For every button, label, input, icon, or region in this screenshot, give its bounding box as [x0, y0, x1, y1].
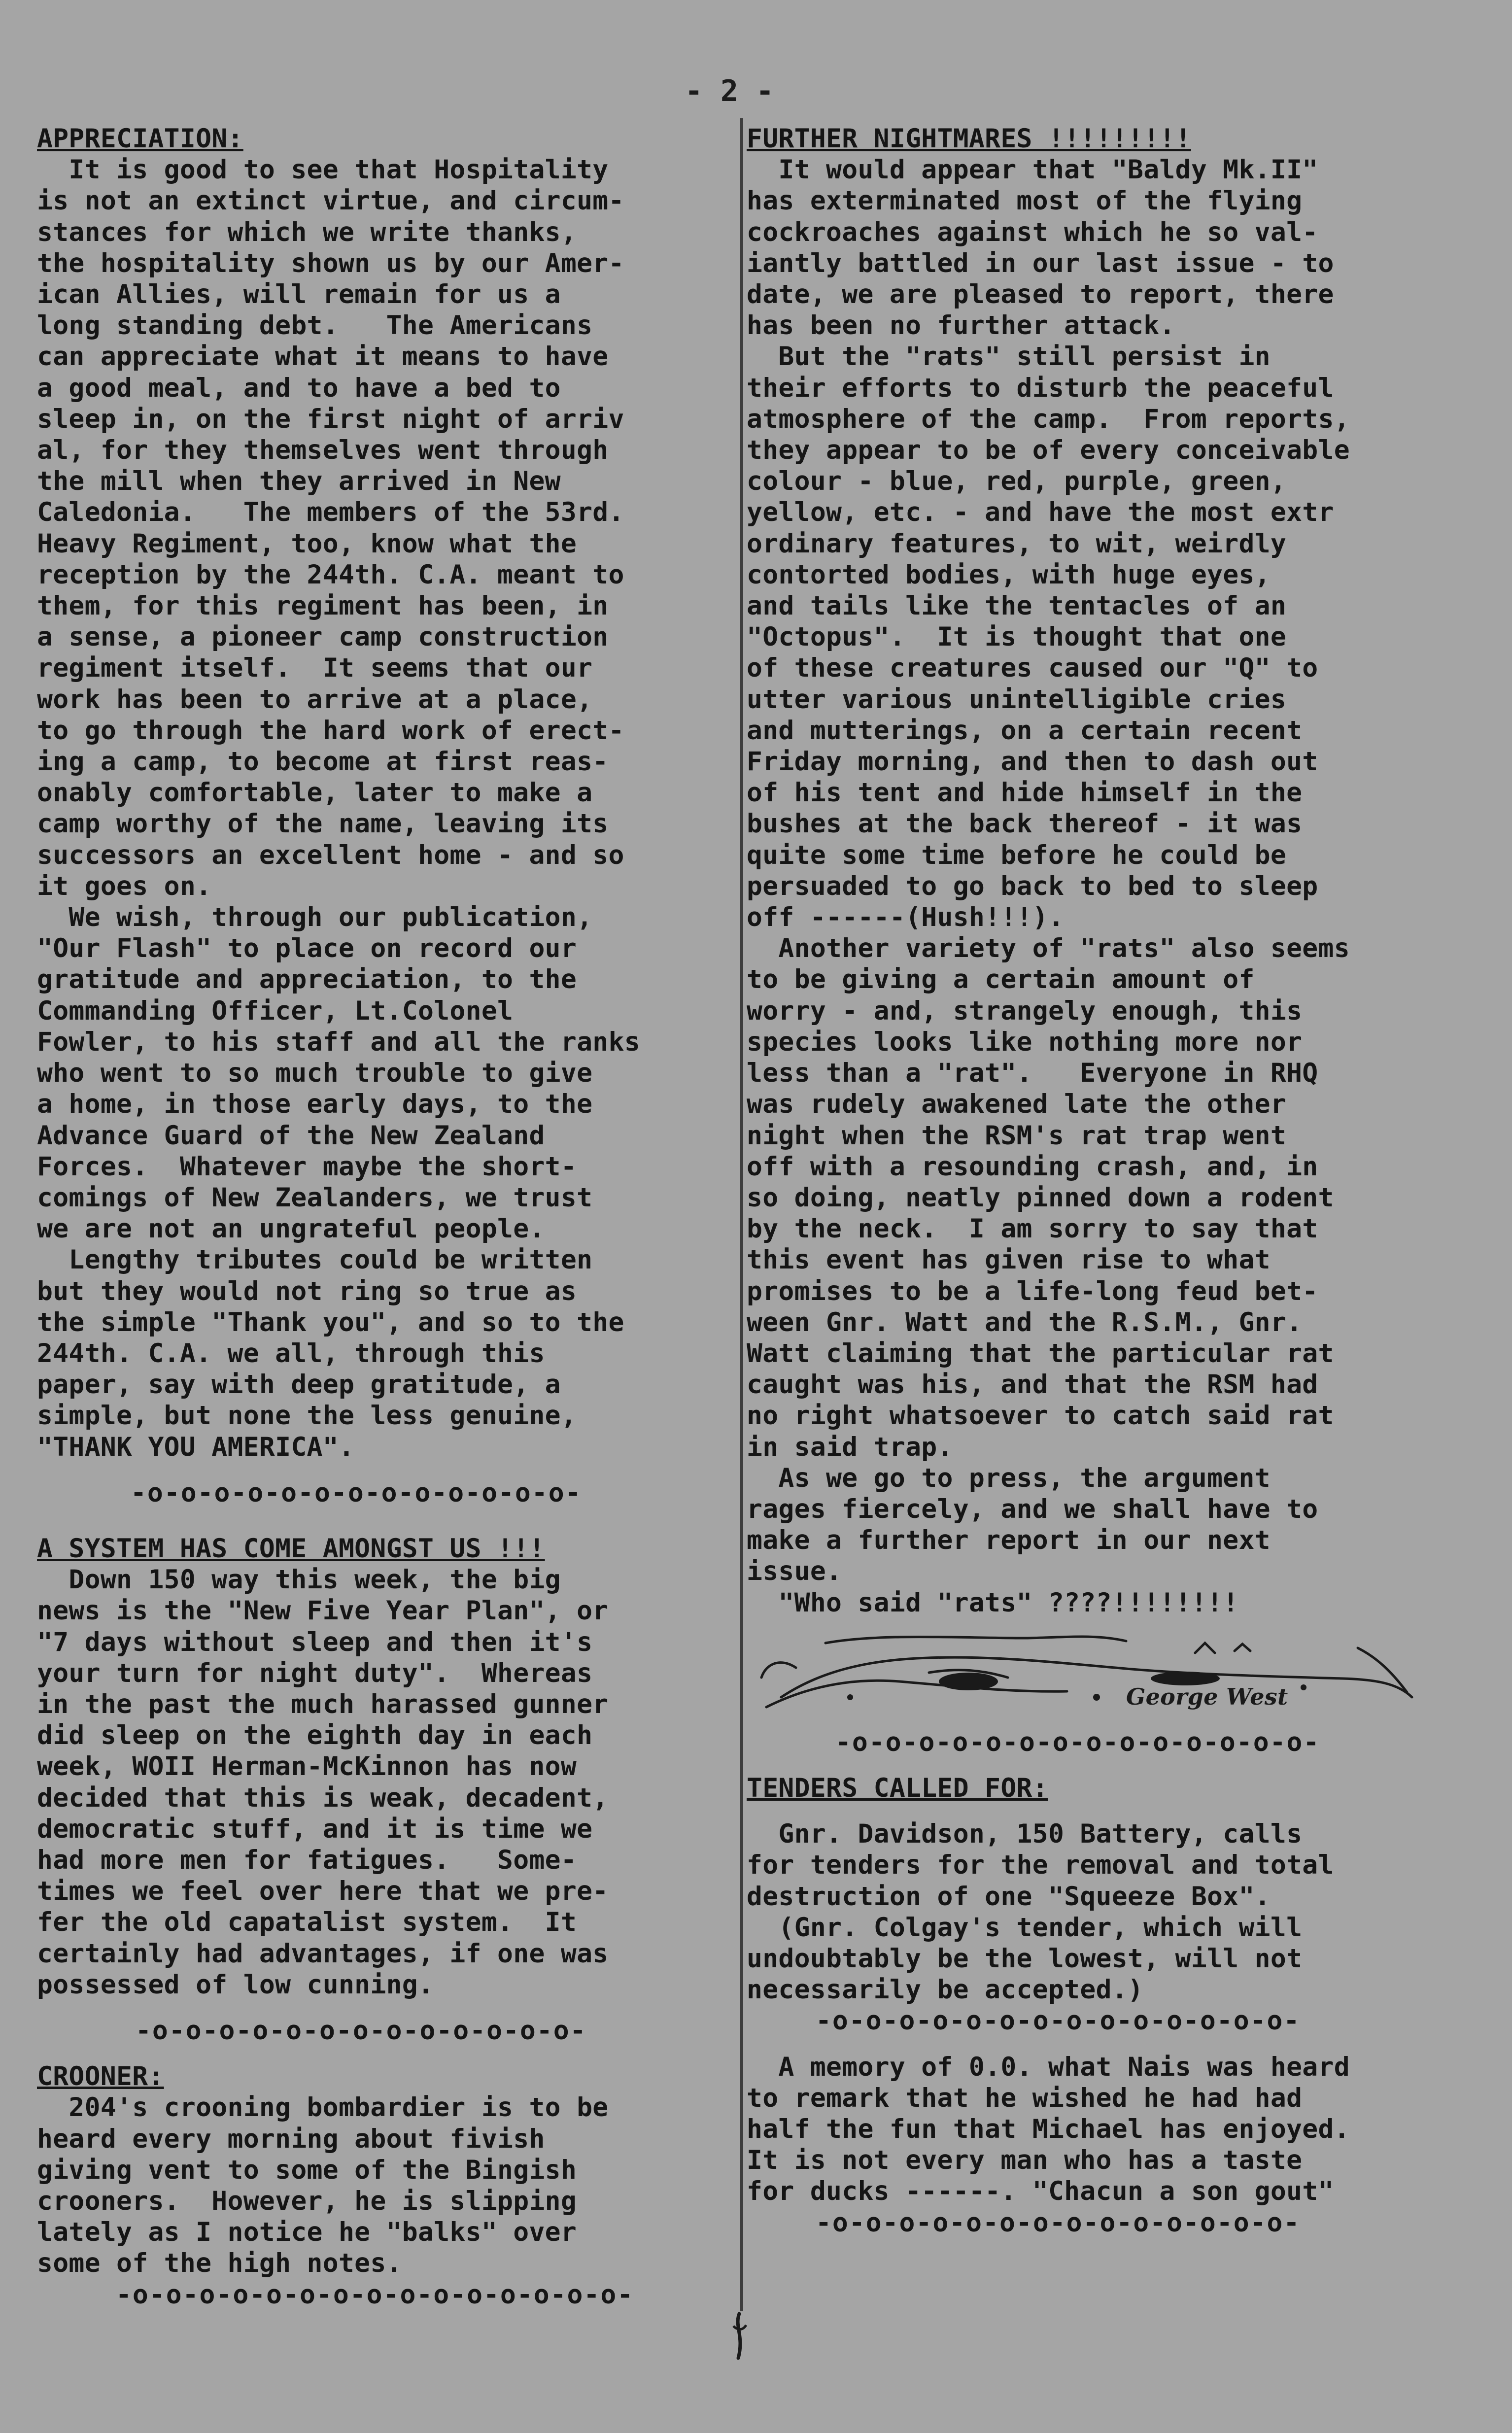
- appreciation-paragraph-3: [37, 1244, 727, 1462]
- text-line: stances for which we write thanks,: [37, 217, 577, 247]
- text-line: giving vent to some of the Bingish: [37, 2155, 577, 2185]
- text-line: undoubtably be the lowest, will not: [747, 1943, 1303, 1974]
- text-line: yellow, etc. - and have the most extr: [747, 497, 1334, 528]
- text-line: colour - blue, red, purple, green,: [747, 466, 1287, 497]
- tenders-paragraph-2: [747, 1912, 1486, 2006]
- text-line: is not an extinct virtue, and circum-: [37, 186, 624, 216]
- text-line: certainly had advantages, if one was: [37, 1938, 609, 1969]
- text-line: a sense, a pioneer camp construction: [37, 622, 609, 652]
- text-line: camp worthy of the name, leaving its: [37, 809, 609, 839]
- separator-rule: -o-o-o-o-o-o-o-o-o-o-o-o-o-: [131, 1477, 582, 1508]
- text-line: times we feel over here that we pre-: [37, 1876, 609, 1907]
- text-line: their efforts to disturb the peaceful: [747, 373, 1334, 403]
- text-line: no right whatsoever to catch said rat: [747, 1401, 1334, 1431]
- text-line: to be giving a certain amount of: [747, 964, 1255, 995]
- text-line: atmosphere of the camp. From reports,: [747, 404, 1350, 434]
- ink-mark-icon: [724, 2311, 754, 2361]
- text-line: regiment itself. It seems that our: [37, 653, 593, 684]
- text-line: for ducks ------. "Chacun a son gout": [747, 2176, 1334, 2207]
- rat-drawing: [752, 1623, 1442, 1727]
- text-line: was rudely awakened late the other: [747, 1089, 1287, 1120]
- text-line: decided that this is weak, decadent,: [37, 1782, 609, 1813]
- right-column: [747, 123, 1486, 2238]
- appreciation-paragraph-1: [37, 154, 727, 902]
- nightmares-paragraph-3: [747, 933, 1486, 1462]
- text-line: We wish, through our publication,: [37, 902, 593, 933]
- text-line: a good meal, and to have a bed to: [37, 373, 561, 403]
- text-line: species looks like nothing more nor: [747, 1027, 1303, 1057]
- text-line: it goes on.: [37, 871, 212, 901]
- text-line: less than a "rat". Everyone in RHQ: [747, 1058, 1318, 1089]
- text-line: 244th. C.A. we all, through this: [37, 1338, 545, 1369]
- nightmares-paragraph-4: [747, 1463, 1486, 1587]
- text-line: but they would not ring so true as: [37, 1276, 577, 1306]
- text-line: Fowler, to his staff and all the ranks: [37, 1027, 640, 1057]
- text-line: It is not every man who has a taste: [747, 2145, 1303, 2176]
- text-line: persuaded to go back to bed to sleep: [747, 871, 1318, 901]
- text-line: rages fiercely, and we shall have to: [747, 1494, 1318, 1524]
- text-line: "Who said "rats" ????!!!!!!!!: [747, 1587, 1239, 1618]
- text-line: ican Allies, will remain for us a: [37, 279, 561, 310]
- text-line: "THANK YOU AMERICA".: [37, 1432, 355, 1462]
- text-line: issue.: [747, 1556, 842, 1587]
- text-line: had more men for fatigues. Some-: [37, 1845, 577, 1875]
- text-line: quite some time before he could be: [747, 840, 1287, 870]
- text-line: Watt claiming that the particular rat: [747, 1338, 1334, 1369]
- text-line: them, for this regiment has been, in: [37, 591, 609, 621]
- text-line: Caledonia. The members of the 53rd.: [37, 497, 624, 528]
- text-line: crooners. However, he is slipping: [37, 2186, 577, 2216]
- text-line: 204's crooning bombardier is to be: [37, 2092, 609, 2123]
- separator-rule: -o-o-o-o-o-o-o-o-o-o-o-o-o-o-: [816, 2006, 1301, 2036]
- text-line: make a further report in our next: [747, 1525, 1271, 1556]
- nightmares-paragraph-5: [747, 1587, 1486, 1618]
- separator-rule: -o-o-o-o-o-o-o-o-o-o-o-o-o-o-: [816, 2207, 1301, 2238]
- text-line: in said trap.: [747, 1432, 953, 1462]
- system-paragraph: [37, 1564, 727, 2000]
- text-line: who went to so much trouble to give: [37, 1058, 593, 1089]
- text-line: Gnr. Davidson, 150 Battery, calls: [747, 1819, 1303, 1850]
- text-line: A memory of 0.0. what Nais was heard: [747, 2052, 1350, 2082]
- text-line: by the neck. I am sorry to say that: [747, 1214, 1318, 1244]
- text-line: has exterminated most of the flying: [747, 186, 1303, 216]
- text-line: this event has given rise to what: [747, 1245, 1271, 1275]
- text-line: al, for they themselves went through: [37, 435, 609, 466]
- left-column: [37, 123, 727, 2310]
- text-line: news is the "New Five Year Plan", or: [37, 1596, 609, 1626]
- text-line: It is good to see that Hospitality: [37, 155, 609, 185]
- text-line: of these creatures caused our "Q" to: [747, 653, 1318, 684]
- text-line: did sleep on the eighth day in each: [37, 1720, 593, 1751]
- text-line: lately as I notice he "balks" over: [37, 2217, 577, 2248]
- text-line: contorted bodies, with huge eyes,: [747, 559, 1271, 590]
- text-line: we are not an ungrateful people.: [37, 1214, 545, 1244]
- whatnots-paragraph: [747, 2052, 1486, 2207]
- text-line: worry - and, strangely enough, this: [747, 995, 1303, 1026]
- text-line: But the "rats" still persist in: [747, 342, 1271, 372]
- text-line: comings of New Zealanders, we trust: [37, 1182, 593, 1213]
- text-line: successors an excellent home - and so: [37, 840, 624, 870]
- text-line: Heavy Regiment, too, know what the: [37, 528, 577, 559]
- text-line: they appear to be of every conceivable: [747, 435, 1350, 466]
- text-line: so doing, neatly pinned down a rodent: [747, 1182, 1334, 1213]
- text-line: reception by the 244th. C.A. meant to: [37, 559, 624, 590]
- text-line: heard every morning about fivish: [37, 2124, 545, 2154]
- tenders-paragraph-1: [747, 1818, 1486, 1912]
- text-line: paper, say with deep gratitude, a: [37, 1370, 561, 1400]
- tenders-heading: TENDERS CALLED FOR:: [747, 1773, 1048, 1803]
- nightmares-paragraph-1: [747, 154, 1486, 341]
- text-line: caught was his, and that the RSM had: [747, 1370, 1318, 1400]
- text-line: "7 days without sleep and then it's: [37, 1627, 593, 1657]
- text-line: some of the high notes.: [37, 2248, 402, 2279]
- column-divider: [740, 118, 743, 2311]
- text-line: in the past the much harassed gunner: [37, 1689, 609, 1719]
- text-line: off ------(Hush!!!).: [747, 902, 1065, 933]
- text-line: the mill when they arrived in New: [37, 466, 561, 497]
- text-line: the hospitality shown us by our Amer-: [37, 248, 624, 278]
- appreciation-heading: APPRECIATION:: [37, 124, 243, 154]
- text-line: for tenders for the removal and total: [747, 1850, 1334, 1881]
- text-line: utter various unintelligible cries: [747, 684, 1287, 715]
- text-line: Down 150 way this week, the big: [37, 1565, 561, 1595]
- appreciation-paragraph-2: [37, 902, 727, 1244]
- text-line: the simple "Thank you", and so to the: [37, 1307, 624, 1337]
- text-line: a home, in those early days, to the: [37, 1089, 593, 1120]
- text-line: to remark that he wished he had had: [747, 2083, 1303, 2113]
- text-line: democratic stuff, and it is time we: [37, 1814, 593, 1844]
- text-line: It would appear that "Baldy Mk.II": [747, 155, 1318, 185]
- text-line: As we go to press, the argument: [747, 1463, 1271, 1493]
- text-line: necessarily be accepted.): [747, 1975, 1144, 2005]
- text-line: week, WOII Herman-McKinnon has now: [37, 1751, 577, 1782]
- text-line: Forces. Whatever maybe the short-: [37, 1151, 577, 1182]
- text-line: simple, but none the less genuine,: [37, 1401, 577, 1431]
- text-line: off with a resounding crash, and, in: [747, 1151, 1318, 1182]
- drawing-signature: George West: [1126, 1683, 1288, 1710]
- text-line: of his tent and hide himself in the: [747, 778, 1303, 808]
- separator-rule: -o-o-o-o-o-o-o-o-o-o-o-o-o-o-o-: [116, 2279, 634, 2310]
- text-line: night when the RSM's rat trap went: [747, 1120, 1287, 1151]
- nightmares-paragraph-2: [747, 341, 1486, 933]
- separator-rule: -o-o-o-o-o-o-o-o-o-o-o-o-o-o-: [835, 1727, 1320, 1757]
- text-line: Friday morning, and then to dash out: [747, 747, 1318, 777]
- text-line: work has been to arrive at a place,: [37, 684, 593, 715]
- text-line: bushes at the back thereof - it was: [747, 809, 1303, 839]
- text-line: and tails like the tentacles of an: [747, 591, 1287, 621]
- text-line: date, we are pleased to report, there: [747, 279, 1334, 310]
- text-line: sleep in, on the first night of arriv: [37, 404, 624, 434]
- text-line: ing a camp, to become at first reas-: [37, 747, 609, 777]
- text-line: Lengthy tributes could be written: [37, 1245, 593, 1275]
- separator-rule: -o-o-o-o-o-o-o-o-o-o-o-o-o-: [136, 2015, 587, 2046]
- text-line: "Our Flash" to place on record our: [37, 933, 577, 964]
- text-line: Commanding Officer, Lt.Colonel: [37, 995, 514, 1026]
- text-line: possessed of low cunning.: [37, 1969, 434, 2000]
- text-line: "Octopus". It is thought that one: [747, 622, 1287, 652]
- text-line: destruction of one "Squeeze Box".: [747, 1881, 1271, 1912]
- text-line: Advance Guard of the New Zealand: [37, 1120, 545, 1151]
- system-heading: A SYSTEM HAS COME AMONGST US !!!: [37, 1533, 545, 1564]
- text-line: cockroaches against which he so val-: [747, 217, 1318, 247]
- text-line: your turn for night duty". Whereas: [37, 1658, 593, 1688]
- text-line: promises to be a life-long feud bet-: [747, 1276, 1318, 1306]
- text-line: fer the old capatalist system. It: [37, 1907, 577, 1938]
- text-line: (Gnr. Colgay's tender, which will: [747, 1912, 1303, 1943]
- text-line: can appreciate what it means to have: [37, 342, 609, 372]
- text-line: long standing debt. The Americans: [37, 310, 593, 341]
- text-line: has been no further attack.: [747, 310, 1175, 341]
- nightmares-heading: FURTHER NIGHTMARES !!!!!!!!!: [747, 124, 1191, 154]
- text-line: half the fun that Michael has enjoyed.: [747, 2114, 1350, 2144]
- text-line: iantly battled in our last issue - to: [747, 248, 1334, 278]
- crooner-paragraph: [37, 2092, 727, 2279]
- rat-sketch-icon: [752, 1623, 1442, 1727]
- page-number: - 2 -: [685, 74, 774, 108]
- text-line: ordinary features, to wit, weirdly: [747, 528, 1287, 559]
- text-line: ween Gnr. Watt and the R.S.M., Gnr.: [747, 1307, 1303, 1337]
- text-line: gratitude and appreciation, to the: [37, 964, 577, 995]
- text-line: to go through the hard work of erect-: [37, 715, 624, 746]
- crooner-heading: CROONER:: [37, 2061, 164, 2092]
- text-line: onably comfortable, later to make a: [37, 778, 593, 808]
- text-line: Another variety of "rats" also seems: [747, 933, 1350, 964]
- text-line: and mutterings, on a certain recent: [747, 715, 1303, 746]
